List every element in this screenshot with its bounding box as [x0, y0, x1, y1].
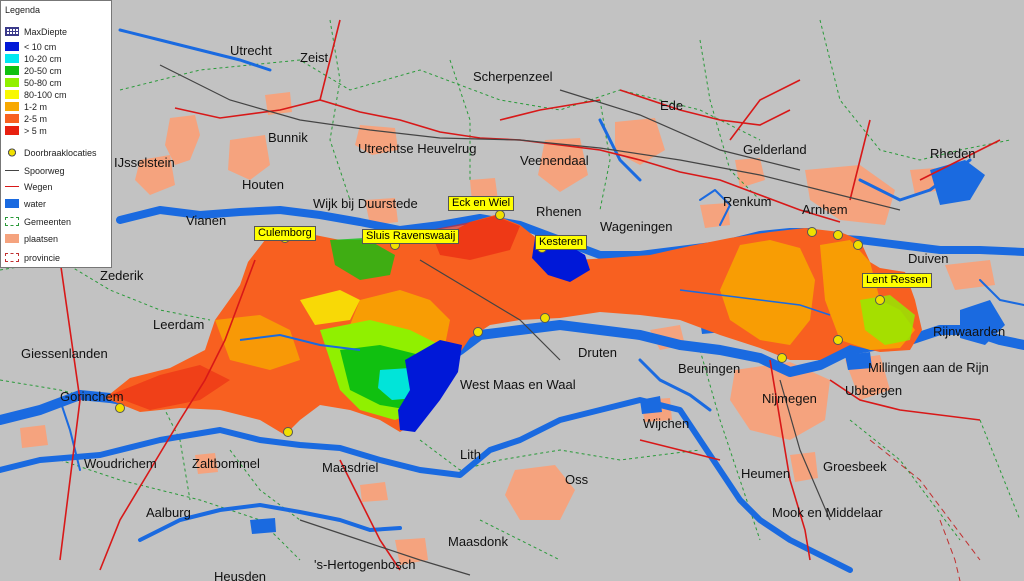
- place-label: Vianen: [186, 213, 227, 228]
- place-label: Heumen: [741, 466, 791, 481]
- place-label: Wageningen: [600, 219, 673, 234]
- legend-item: [5, 165, 65, 176]
- breach-tag[interactable]: Lent Ressen: [862, 273, 932, 288]
- place-label: Rhenen: [536, 204, 582, 219]
- place-label: Zederik: [100, 268, 144, 283]
- breach-dot: [834, 336, 843, 345]
- breach-tag[interactable]: Eck en Wiel: [448, 196, 514, 211]
- legend-item: [5, 147, 97, 158]
- place-label: IJsselstein: [114, 155, 175, 170]
- place-label: Millingen aan de Rijn: [868, 360, 989, 375]
- breach-dot: [834, 231, 843, 240]
- breach-dot: [116, 404, 125, 413]
- legend-swatch: [5, 114, 19, 123]
- legend-swatch: [5, 199, 19, 208]
- place-label: Rijnwaarden: [933, 324, 1006, 339]
- place-label: Maasdonk: [448, 534, 508, 549]
- place-label: Beuningen: [678, 361, 741, 376]
- legend-item: [5, 216, 71, 227]
- legend-label: > 5 m: [24, 125, 47, 136]
- place-label: Wijk bij Duurstede: [313, 196, 418, 211]
- place-label: Zeist: [300, 50, 329, 65]
- place-label: Utrechtse Heuvelrug: [358, 141, 477, 156]
- legend-item: [5, 53, 62, 64]
- place-label: Ubbergen: [845, 383, 903, 398]
- legend-item: [5, 252, 60, 263]
- place-label: Gelderland: [743, 142, 807, 157]
- legend-swatch: [5, 234, 19, 243]
- legend-swatch: [5, 253, 19, 262]
- legend-item: [5, 41, 56, 52]
- place-label: Oss: [565, 472, 589, 487]
- legend-swatch: [5, 148, 19, 157]
- legend-item: [5, 77, 62, 88]
- place-label: Gorinchem: [60, 389, 124, 404]
- place-label: Houten: [242, 177, 284, 192]
- breach-dot: [496, 211, 505, 220]
- place-label: 's-Hertogenbosch: [314, 557, 416, 572]
- place-label: Scherpenzeel: [473, 69, 553, 84]
- place-label: West Maas en Waal: [460, 377, 576, 392]
- legend-title: Legenda: [5, 5, 41, 15]
- breach-dot: [854, 241, 863, 250]
- place-label: Wijchen: [643, 416, 690, 431]
- place-label: Giessenlanden: [21, 346, 108, 361]
- legend-swatch: [5, 27, 19, 36]
- place-label: Heusden: [214, 569, 267, 581]
- breach-dot: [778, 354, 787, 363]
- legend-label: 1-2 m: [24, 101, 48, 112]
- legend-label: 50-80 cm: [24, 77, 62, 88]
- legend-item: [5, 26, 67, 37]
- legend-item: [5, 101, 47, 112]
- legend-item: [5, 65, 62, 76]
- map-legend: [0, 0, 112, 268]
- legend-item: [5, 198, 46, 209]
- breach-dot: [284, 428, 293, 437]
- place-label: Groesbeek: [823, 459, 887, 474]
- legend-swatch: [5, 66, 19, 75]
- legend-label: provincie: [24, 252, 61, 263]
- legend-label: 10-20 cm: [24, 53, 62, 64]
- legend-swatch: [5, 217, 19, 226]
- breach-dot: [808, 228, 817, 237]
- legend-label: 2-5 m: [24, 113, 48, 124]
- place-label: Renkum: [723, 194, 772, 209]
- place-label: Maasdriel: [322, 460, 379, 475]
- place-label: Arnhem: [802, 202, 848, 217]
- place-label: Lith: [460, 447, 481, 462]
- breach-tag[interactable]: Sluis Ravenswaaij: [362, 229, 459, 244]
- legend-swatch: [5, 182, 19, 191]
- legend-label: < 10 cm: [24, 41, 57, 52]
- place-label: Rheden: [930, 146, 976, 161]
- place-label: Utrecht: [230, 43, 272, 58]
- legend-item: [5, 113, 47, 124]
- breach-dot: [474, 328, 483, 337]
- legend-label: MaxDiepte: [24, 26, 68, 37]
- place-label: Veenendaal: [520, 153, 589, 168]
- legend-item: [5, 89, 67, 100]
- place-label: Leerdam: [153, 317, 205, 332]
- legend-swatch: [5, 166, 19, 175]
- legend-label: 80-100 cm: [24, 89, 67, 100]
- legend-item: [5, 125, 47, 136]
- place-label: Ede: [660, 98, 684, 113]
- legend-label: Doorbraaklocaties: [24, 147, 97, 158]
- legend-swatch: [5, 42, 19, 51]
- legend-item: [5, 181, 52, 192]
- legend-item: [5, 233, 58, 244]
- legend-swatch: [5, 90, 19, 99]
- breach-dot: [541, 314, 550, 323]
- breach-tag[interactable]: Kesteren: [535, 235, 587, 250]
- legend-swatch: [5, 78, 19, 87]
- place-label: Zaltbommel: [192, 456, 260, 471]
- place-label: Woudrichem: [84, 456, 157, 471]
- breach-tag[interactable]: Culemborg: [254, 226, 316, 241]
- legend-swatch: [5, 102, 19, 111]
- legend-label: Gemeenten: [24, 216, 72, 227]
- place-label: Druten: [578, 345, 618, 360]
- legend-swatch: [5, 54, 19, 63]
- legend-label: 20-50 cm: [24, 65, 62, 76]
- place-label: Nijmegen: [762, 391, 817, 406]
- legend-swatch: [5, 126, 19, 135]
- breach-dot: [876, 296, 885, 305]
- place-label: Duiven: [908, 251, 949, 266]
- legend-label: Wegen: [24, 181, 53, 192]
- place-label: Bunnik: [268, 130, 308, 145]
- place-label: Mook en Middelaar: [772, 505, 883, 520]
- legend-label: Spoorweg: [24, 165, 65, 176]
- place-label: Aalburg: [146, 505, 191, 520]
- legend-label: plaatsen: [24, 233, 59, 244]
- legend-label: water: [24, 198, 47, 209]
